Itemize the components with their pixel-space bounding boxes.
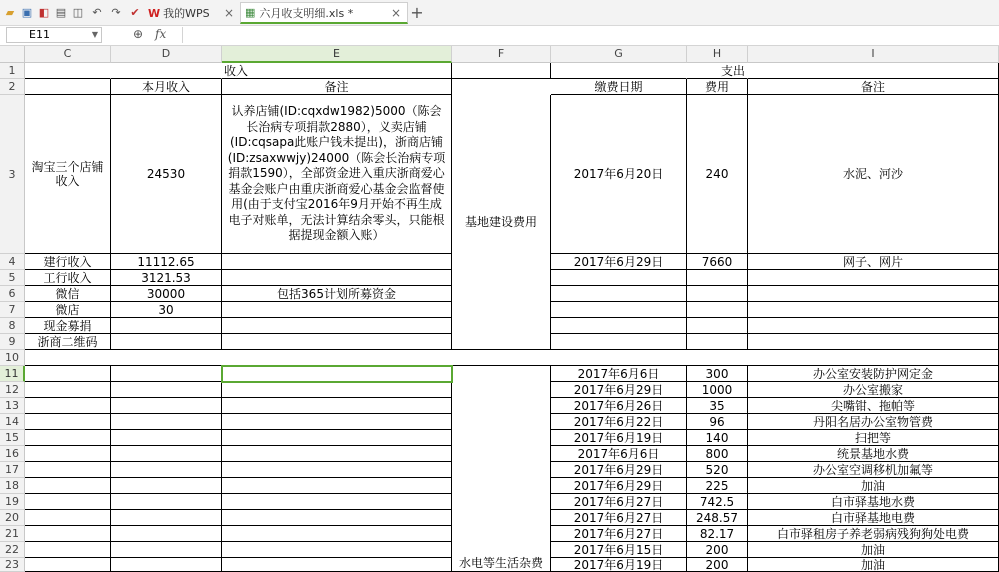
redo-icon[interactable]: ↷ (111, 5, 121, 19)
cell-d13[interactable] (111, 398, 222, 414)
cell-e20[interactable] (222, 510, 452, 526)
living-expense-note[interactable]: 办公室安装防护网定金 (748, 366, 999, 382)
cell-h8[interactable] (687, 318, 748, 334)
living-expense-category[interactable]: 水电等生活杂费 (452, 366, 551, 572)
row-header-5[interactable]: 5 (0, 270, 25, 286)
cell-h5[interactable] (687, 270, 748, 286)
income-note[interactable] (222, 334, 452, 350)
new-tab-icon[interactable]: + (410, 2, 424, 22)
cell-e12[interactable] (222, 382, 452, 398)
row-header-21[interactable]: 21 (0, 526, 25, 542)
living-expense-date[interactable]: 2017年6月19日 (551, 430, 687, 446)
cell-g5[interactable] (551, 270, 687, 286)
row-header-13[interactable]: 13 (0, 398, 25, 414)
customize-toolbar-icon[interactable]: ✔ (130, 5, 140, 19)
income-amount[interactable]: 30000 (111, 286, 222, 302)
living-expense-fee[interactable]: 35 (687, 398, 748, 414)
cell-d21[interactable] (111, 526, 222, 542)
living-expense-fee[interactable]: 248.57 (687, 510, 748, 526)
column-header-h[interactable]: H (687, 46, 748, 63)
close-tab-icon[interactable]: × (223, 6, 234, 20)
row-header-19[interactable]: 19 (0, 494, 25, 510)
row-header-15[interactable]: 15 (0, 430, 25, 446)
export-pdf-icon[interactable]: ◧ (38, 5, 50, 19)
row-header-6[interactable]: 6 (0, 286, 25, 302)
row-header-23[interactable]: 23 (0, 558, 25, 572)
cell-g7[interactable] (551, 302, 687, 318)
cell-f1[interactable] (452, 63, 551, 79)
tab-my-wps-label: 我的WPS (163, 7, 210, 20)
spreadsheet-file-icon: ▦ (245, 6, 256, 19)
income-note[interactable] (222, 302, 452, 318)
taobao-income-note[interactable]: 认养店铺(ID:cqxdw1982)5000（陈会长治病专项捐款2880），义卖店铺(ID:cqsapa此账户钱未提出)，浙商店铺(ID:zsaxwwjy)24000（陈会长治病专项捐款1590），全部资金进入重庆浙商爱心基金会账户由重庆浙商爱心基金会监督使用(由于支付宝2016年9月开始不再生成电子对账单，无法计算结余零头，只能根据提现金额入账） (222, 95, 452, 254)
expense-header[interactable]: 支出 (687, 63, 748, 79)
row-header-20[interactable]: 20 (0, 510, 25, 526)
title-tab-bar (0, 0, 999, 26)
cell-d19[interactable] (111, 494, 222, 510)
chevron-down-icon[interactable]: ▼ (91, 30, 98, 39)
living-expense-fee[interactable]: 742.5 (687, 494, 748, 510)
cell-d15[interactable] (111, 430, 222, 446)
cell-e21[interactable] (222, 526, 452, 542)
income-amount[interactable]: 11112.65 (111, 254, 222, 270)
living-expense-fee[interactable]: 96 (687, 414, 748, 430)
income-note[interactable]: 包括365计划所募资金 (222, 286, 452, 302)
income-note[interactable] (222, 270, 452, 286)
cell-e22[interactable] (222, 542, 452, 558)
living-expense-fee[interactable]: 800 (687, 446, 748, 462)
cell-c20[interactable] (25, 510, 111, 526)
cell-e11[interactable] (222, 366, 452, 382)
income-amount[interactable]: 3121.53 (111, 270, 222, 286)
income-note[interactable] (222, 254, 452, 270)
cell-h6[interactable] (687, 286, 748, 302)
column-header-d[interactable]: D (111, 46, 222, 63)
cell-c18[interactable] (25, 478, 111, 494)
cell-i5[interactable] (748, 270, 999, 286)
living-expense-date[interactable]: 2017年6月26日 (551, 398, 687, 414)
zoom-search-icon[interactable]: ⊕ (133, 27, 144, 41)
living-expense-note[interactable]: 统景基地水费 (748, 446, 999, 462)
living-expense-date[interactable]: 2017年6月29日 (551, 478, 687, 494)
living-expense-note[interactable]: 加油 (748, 478, 999, 494)
living-expense-note[interactable]: 加油 (748, 558, 999, 572)
living-expense-note[interactable]: 加油 (748, 542, 999, 558)
row-header-8[interactable]: 8 (0, 318, 25, 334)
living-expense-fee[interactable]: 520 (687, 462, 748, 478)
cell-g8[interactable] (551, 318, 687, 334)
close-file-tab-icon[interactable]: × (390, 5, 401, 20)
row-header-12[interactable]: 12 (0, 382, 25, 398)
column-header-c[interactable]: C (25, 46, 111, 63)
cell-d20[interactable] (111, 510, 222, 526)
print-icon[interactable]: ▤ (55, 5, 67, 19)
expense-date[interactable]: 2017年6月20日 (551, 95, 687, 254)
row-header-17[interactable]: 17 (0, 462, 25, 478)
cell-d18[interactable] (111, 478, 222, 494)
row-header-1[interactable]: 1 (0, 63, 25, 79)
cell-c16[interactable] (25, 446, 111, 462)
cell-i8[interactable] (748, 318, 999, 334)
cell-c22[interactable] (25, 542, 111, 558)
wps-logo-icon: W (148, 6, 161, 20)
expense-note[interactable]: 水泥、河沙 (748, 95, 999, 254)
living-expense-note[interactable]: 白市驿租房子养老弱病残狗狗处电费 (748, 526, 999, 542)
undo-icon[interactable]: ↶ (92, 5, 102, 19)
fee-header[interactable]: 费用 (687, 79, 748, 95)
expense-date[interactable]: 2017年6月29日 (551, 254, 687, 270)
living-expense-note[interactable]: 丹阳名居办公室物管费 (748, 414, 999, 430)
living-expense-note[interactable]: 办公室搬家 (748, 382, 999, 398)
row-header-2[interactable]: 2 (0, 79, 25, 95)
cell-i9[interactable] (748, 334, 999, 350)
income-note[interactable] (222, 318, 452, 334)
open-folder-icon[interactable]: ▰ (5, 5, 15, 19)
living-expense-fee[interactable]: 1000 (687, 382, 748, 398)
print-preview-icon[interactable]: ◫ (72, 5, 84, 19)
cell-c19[interactable] (25, 494, 111, 510)
row-header-7[interactable]: 7 (0, 302, 25, 318)
living-expense-date[interactable]: 2017年6月15日 (551, 542, 687, 558)
column-header-e[interactable]: E (222, 46, 452, 63)
living-expense-note[interactable]: 扫把等 (748, 430, 999, 446)
income-label[interactable]: 微店 (25, 302, 111, 318)
row-header-9[interactable]: 9 (0, 334, 25, 350)
cell-c11[interactable] (25, 366, 111, 382)
row-header-16[interactable]: 16 (0, 446, 25, 462)
tab-file[interactable] (240, 2, 408, 24)
cell-c12[interactable] (25, 382, 111, 398)
living-expense-date[interactable]: 2017年6月6日 (551, 446, 687, 462)
living-expense-date[interactable]: 2017年6月19日 (551, 558, 687, 572)
cell-c14[interactable] (25, 414, 111, 430)
living-expense-fee[interactable]: 200 (687, 542, 748, 558)
cell-g6[interactable] (551, 286, 687, 302)
cell-c13[interactable] (25, 398, 111, 414)
taobao-income-amount[interactable]: 24530 (111, 95, 222, 254)
row-header-4[interactable]: 4 (0, 254, 25, 270)
cell-e23[interactable] (222, 558, 452, 572)
cell-c1[interactable] (25, 63, 111, 79)
cell-g1[interactable] (551, 63, 687, 79)
save-icon[interactable]: ▣ (21, 5, 33, 19)
expense-remark-header[interactable]: 备注 (748, 79, 999, 95)
formula-input[interactable] (182, 27, 995, 43)
income-amount[interactable]: 30 (111, 302, 222, 318)
cell-c2[interactable] (25, 79, 111, 95)
name-box[interactable] (6, 27, 102, 43)
living-expense-fee[interactable]: 300 (687, 366, 748, 382)
living-expense-note[interactable]: 尖嘴钳、拖帕等 (748, 398, 999, 414)
row-header-22[interactable]: 22 (0, 542, 25, 558)
insert-function-icon[interactable]: fx (155, 27, 167, 41)
income-header[interactable]: 收入 (222, 63, 452, 79)
cell-e13[interactable] (222, 398, 452, 414)
cell-e16[interactable] (222, 446, 452, 462)
expense-note[interactable]: 网子、网片 (748, 254, 999, 270)
living-expense-date[interactable]: 2017年6月29日 (551, 462, 687, 478)
select-all-corner[interactable] (0, 46, 25, 63)
cell-h9[interactable] (687, 334, 748, 350)
cell-c21[interactable] (25, 526, 111, 542)
cell-d17[interactable] (111, 462, 222, 478)
monthly-income-header[interactable]: 本月收入 (111, 79, 222, 95)
income-label[interactable]: 现金募捐 (25, 318, 111, 334)
expense-fee[interactable]: 240 (687, 95, 748, 254)
row-header-18[interactable]: 18 (0, 478, 25, 494)
cell-d1[interactable] (111, 63, 222, 79)
row-header-3[interactable]: 3 (0, 95, 25, 254)
living-expense-date[interactable]: 2017年6月22日 (551, 414, 687, 430)
cell-row-10[interactable] (25, 350, 999, 366)
tab-my-wps[interactable] (148, 2, 240, 24)
row-header-14[interactable]: 14 (0, 414, 25, 430)
cell-g9[interactable] (551, 334, 687, 350)
cell-e19[interactable] (222, 494, 452, 510)
expense-fee[interactable]: 7660 (687, 254, 748, 270)
cell-c17[interactable] (25, 462, 111, 478)
cell-d14[interactable] (111, 414, 222, 430)
cell-e18[interactable] (222, 478, 452, 494)
taobao-income-label[interactable]: 淘宝三个店铺收入 (25, 95, 111, 254)
living-expense-date[interactable]: 2017年6月27日 (551, 510, 687, 526)
base-construction-category[interactable]: 基地建设费用 (452, 95, 551, 350)
cell-i1[interactable] (748, 63, 999, 79)
living-expense-note[interactable]: 办公室空调移机加氟等 (748, 462, 999, 478)
row-header-11[interactable]: 11 (0, 366, 25, 382)
cell-d23[interactable] (111, 558, 222, 572)
living-expense-date[interactable]: 2017年6月27日 (551, 526, 687, 542)
living-expense-fee[interactable]: 225 (687, 478, 748, 494)
cell-e14[interactable] (222, 414, 452, 430)
column-header-f[interactable]: F (452, 46, 551, 63)
cell-d12[interactable] (111, 382, 222, 398)
income-label[interactable]: 建行收入 (25, 254, 111, 270)
income-label[interactable]: 微信 (25, 286, 111, 302)
living-expense-fee[interactable]: 140 (687, 430, 748, 446)
living-expense-note[interactable]: 白市驿基地水费 (748, 494, 999, 510)
living-expense-note[interactable]: 白市驿基地电费 (748, 510, 999, 526)
formula-bar (0, 26, 999, 46)
income-amount[interactable] (111, 334, 222, 350)
column-header-g[interactable]: G (551, 46, 687, 63)
living-expense-date[interactable]: 2017年6月6日 (551, 366, 687, 382)
living-expense-date[interactable]: 2017年6月27日 (551, 494, 687, 510)
column-header-i[interactable]: I (748, 46, 999, 63)
living-expense-date[interactable]: 2017年6月29日 (551, 382, 687, 398)
cell-d22[interactable] (111, 542, 222, 558)
cell-h7[interactable] (687, 302, 748, 318)
cell-d11[interactable] (111, 366, 222, 382)
income-remark-header[interactable]: 备注 (222, 79, 452, 95)
pay-date-header[interactable]: 缴费日期 (551, 79, 687, 95)
cell-e15[interactable] (222, 430, 452, 446)
living-expense-fee[interactable]: 82.17 (687, 526, 748, 542)
income-label[interactable]: 工行收入 (25, 270, 111, 286)
cell-c23[interactable] (25, 558, 111, 572)
income-label[interactable]: 浙商二维码 (25, 334, 111, 350)
row-header-10[interactable]: 10 (0, 350, 25, 366)
name-box-value: E11 (29, 28, 50, 41)
cell-i7[interactable] (748, 302, 999, 318)
income-amount[interactable] (111, 318, 222, 334)
living-expense-fee[interactable]: 200 (687, 558, 748, 572)
tab-file-label: 六月收支明细.xls * (259, 6, 354, 20)
cell-c15[interactable] (25, 430, 111, 446)
cell-e17[interactable] (222, 462, 452, 478)
cell-i6[interactable] (748, 286, 999, 302)
cell-d16[interactable] (111, 446, 222, 462)
